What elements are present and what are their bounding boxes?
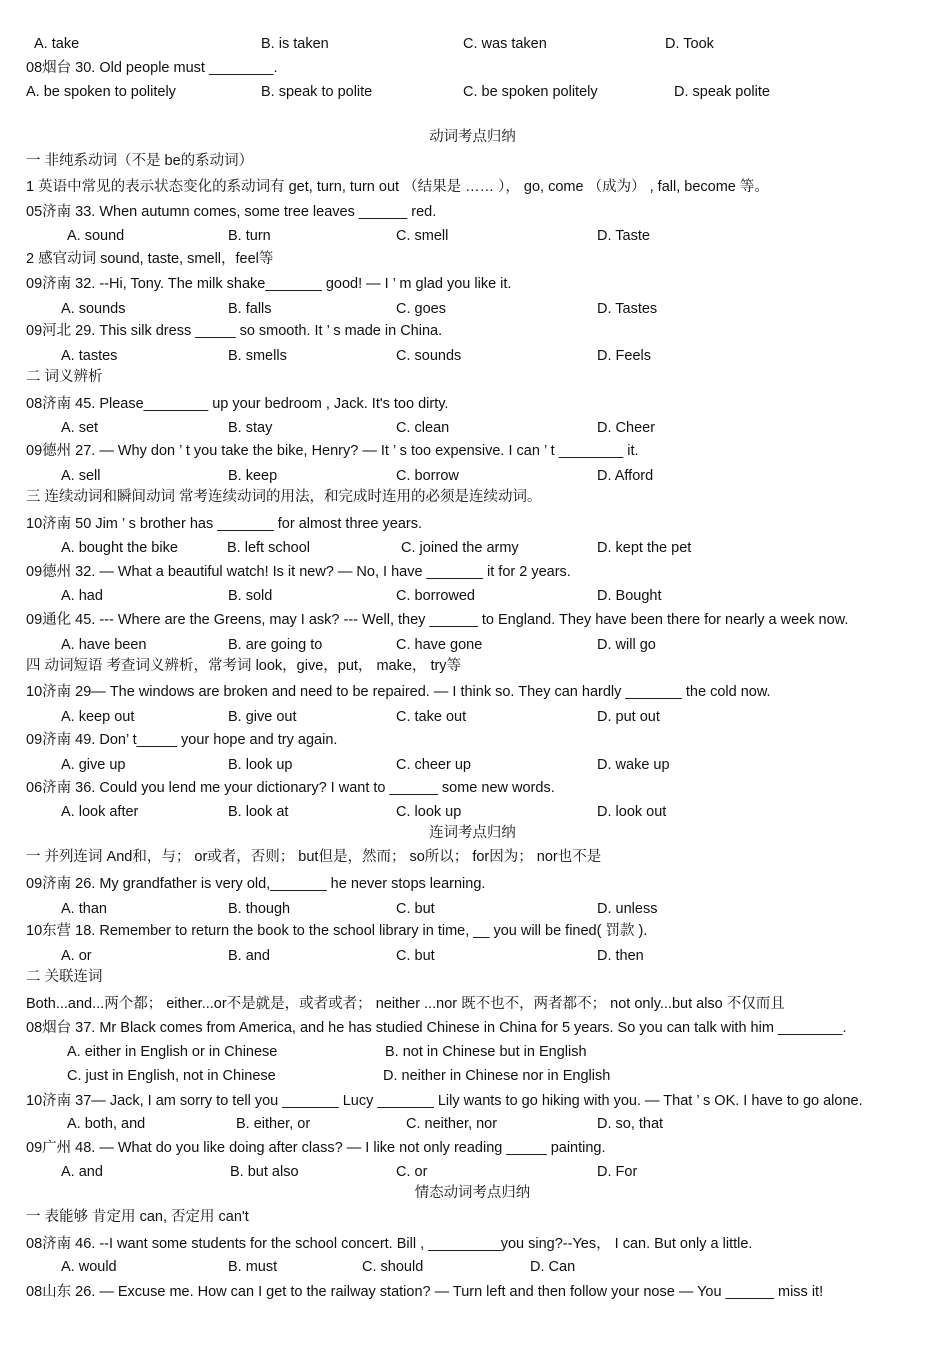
category-heading: 四 动词短语 考查词义辨析，常考词 look，give，put， make， try等 — [26, 658, 462, 674]
option-a: A. be spoken to politely — [26, 84, 176, 100]
option-c: C. or — [396, 1164, 428, 1180]
option-b: B. smells — [228, 348, 287, 364]
option-d: D. For — [597, 1164, 638, 1180]
option-a: A. would — [61, 1259, 117, 1275]
option-d: D. unless — [597, 901, 658, 917]
option-b: B. stay — [228, 420, 273, 436]
option-c: C. goes — [396, 301, 446, 317]
option-b: B. speak to polite — [261, 84, 373, 100]
option-d: D. Feels — [597, 348, 651, 364]
option-a: A. sound — [67, 228, 125, 244]
option-d: D. Taste — [597, 228, 650, 244]
category-heading: 二 关联连词 — [26, 969, 103, 985]
option-d: D. Afford — [597, 468, 654, 484]
option-d: D. speak polite — [674, 84, 770, 100]
option-c: C. have gone — [396, 637, 483, 653]
option-b: B. turn — [228, 228, 271, 244]
option-c: C. joined the army — [401, 540, 519, 556]
option-a: A. than — [61, 901, 107, 917]
question-text: 08济南 45. Please________ up your bedroom , Jack. It's too dirty. — [26, 396, 449, 412]
option-a: A. bought the bike — [61, 540, 178, 556]
option-a: A. sell — [61, 468, 101, 484]
option-c: C. take out — [396, 709, 467, 725]
question-text: 09济南 32. --Hi, Tony. The milk shake_______ good! — I ’ m glad you like it. — [26, 276, 512, 292]
question-text: 09德州 32. — What a beautiful watch! Is it new? — No, I have _______ it for 2 years. — [26, 564, 571, 580]
option-a: A. or — [61, 948, 92, 964]
question-text: 08山东 26. — Excuse me. How can I get to the railway station? — Turn left and then follow your nose — You ______ miss it! — [26, 1284, 824, 1300]
option-a: A. take — [34, 36, 80, 52]
option-b: B. give out — [228, 709, 297, 725]
question-text: 09济南 26. My grandfather is very old,_______ he never stops learning. — [26, 876, 486, 892]
option-c: C. be spoken politely — [463, 84, 598, 100]
rule-text: Both...and...两个都； either...or不是就是，或者或者； neither ...nor 既不也不，两者都不； not only...but also 不仅而且 — [26, 996, 785, 1012]
question-text: 09德州 27. — Why don ’ t you take the bike, Henry? — It ’ s too expensive. I can ’ t ________ it. — [26, 443, 639, 459]
option-a: A. give up — [61, 757, 126, 773]
section-title: 连词考点归纳 — [429, 825, 516, 841]
option-b: B. must — [228, 1259, 278, 1275]
question-text: 10济南 50 Jim ’ s brother has _______ for almost three years. — [26, 516, 422, 532]
option-b: B. is taken — [261, 36, 329, 52]
question-text: 06济南 36. Could you lend me your dictionary? I want to ______ some new words. — [26, 780, 555, 796]
option-a: A. both, and — [67, 1116, 146, 1132]
option-c: C. smell — [396, 228, 449, 244]
option-b: B. sold — [228, 588, 273, 604]
option-c: C. just in English, not in Chinese — [67, 1068, 276, 1084]
option-a: A. look after — [61, 804, 139, 820]
option-b: B. falls — [228, 301, 272, 317]
category-heading: 一 并列连词 And和，与； or或者，否则； but但是，然而； so所以； for因为； nor也不是 — [26, 849, 602, 865]
category-heading: 2 感官动词 sound, taste, smell，feel等 — [26, 251, 274, 267]
option-b: B. keep — [228, 468, 278, 484]
option-a: A. tastes — [61, 348, 118, 364]
option-b: B. though — [228, 901, 291, 917]
option-d: D. Bought — [597, 588, 662, 604]
option-d: D. look out — [597, 804, 667, 820]
option-a: A. have been — [61, 637, 147, 653]
option-c: C. neither, nor — [406, 1116, 498, 1132]
question-text: 09广州 48. — What do you like doing after class? — I like not only reading _____ painting. — [26, 1140, 606, 1156]
option-d: D. Can — [530, 1259, 576, 1275]
question-text: 08烟台 37. Mr Black comes from America, and he has studied Chinese in China for 5 years. So you can talk with him ________. — [26, 1020, 847, 1036]
option-b: B. either, or — [236, 1116, 311, 1132]
option-c: C. was taken — [463, 36, 547, 52]
option-d: D. Cheer — [597, 420, 656, 436]
question-text: 08济南 46. --I want some students for the school concert. Bill , _________you sing?--Yes， I can. But only a little. — [26, 1236, 753, 1252]
option-b: B. and — [228, 948, 270, 964]
category-heading: 一 非纯系动词（不是 be的系动词） — [26, 153, 254, 169]
option-a: A. had — [61, 588, 103, 604]
option-c: C. cheer up — [396, 757, 471, 773]
option-d: D. wake up — [597, 757, 670, 773]
option-d: D. Took — [665, 36, 714, 52]
option-c: C. borrow — [396, 468, 459, 484]
question-text: 09通化 45. --- Where are the Greens, may I ask? --- Well, they ______ to England. They have been there for nearly a week now. — [26, 612, 849, 628]
option-c: C. clean — [396, 420, 450, 436]
category-heading: 三 连续动词和瞬间动词 常考连续动词的用法，和完成时连用的必须是连续动词。 — [26, 489, 542, 505]
option-c: C. should — [362, 1259, 424, 1275]
option-c: C. but — [396, 901, 435, 917]
option-b: B. but also — [230, 1164, 299, 1180]
option-d: D. then — [597, 948, 644, 964]
question-text: 09河北 29. This silk dress _____ so smooth. It ’ s made in China. — [26, 323, 443, 339]
question-text: 10东营 18. Remember to return the book to the school library in time, __ you will be fined( 罚款 ). — [26, 923, 648, 939]
option-a: A. and — [61, 1164, 103, 1180]
option-b: B. look at — [228, 804, 289, 820]
question-text: 08烟台 30. Old people must ________. — [26, 60, 278, 76]
option-c: C. but — [396, 948, 435, 964]
option-a: A. sounds — [61, 301, 126, 317]
option-d: D. neither in Chinese nor in English — [383, 1068, 611, 1084]
option-d: D. kept the pet — [597, 540, 692, 556]
option-b: B. are going to — [228, 637, 323, 653]
option-a: A. either in English or in Chinese — [67, 1044, 278, 1060]
option-a: A. set — [61, 420, 99, 436]
option-a: A. keep out — [61, 709, 135, 725]
option-d: D. will go — [597, 637, 656, 653]
option-b: B. look up — [228, 757, 293, 773]
category-heading: 二 词义辨析 — [26, 369, 103, 385]
option-c: C. borrowed — [396, 588, 475, 604]
section-title: 动词考点归纳 — [429, 129, 516, 145]
option-b: B. not in Chinese but in English — [385, 1044, 587, 1060]
option-d: D. put out — [597, 709, 660, 725]
question-text: 09济南 49. Don’ t_____ your hope and try again. — [26, 732, 338, 748]
option-d: D. Tastes — [597, 301, 658, 317]
question-text: 10济南 29— The windows are broken and need to be repaired. — I think so. They can hardly _______ the cold now. — [26, 684, 771, 700]
option-c: C. sounds — [396, 348, 462, 364]
option-c: C. look up — [396, 804, 462, 820]
rule-text: 1 英语中常见的表示状态变化的系动词有 get, turn, turn out （结果是 …… ）， go, come （成为） , fall, become 等。 — [26, 179, 769, 195]
question-text: 05济南 33. When autumn comes, some tree leaves ______ red. — [26, 204, 437, 220]
option-b: B. left school — [227, 540, 311, 556]
category-heading: 一 表能够 肯定用 can, 否定用 can't — [26, 1209, 249, 1225]
option-d: D. so, that — [597, 1116, 664, 1132]
question-text: 10济南 37— Jack, I am sorry to tell you _______ Lucy _______ Lily wants to go hiking with you. — That ’ s OK. I have to go alone. — [26, 1093, 863, 1109]
section-title: 情态动词考点归纳 — [414, 1185, 531, 1201]
